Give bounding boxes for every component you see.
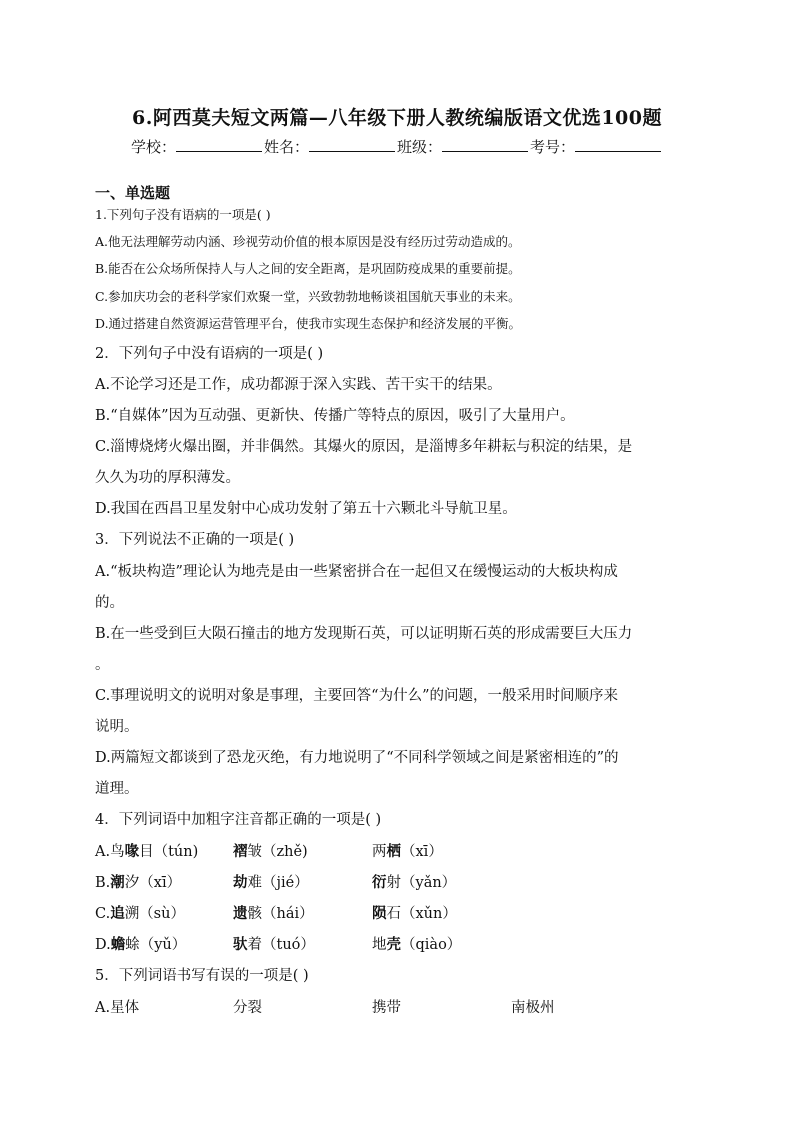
q3-option-a-line2: 的。: [95, 595, 124, 611]
q4-b-bold2: 劫: [233, 874, 248, 891]
q4-d-word2: [233, 933, 315, 954]
exam-number-label: 考号：: [530, 138, 576, 156]
q3-option-c-line1: C.事理说明文的说明对象是事理，主要回答“为什么”的问题，一般采用时间顺序来: [95, 688, 619, 704]
q5-stem: 5．下列词语书写有误的一项是( ): [95, 968, 309, 984]
q4-b-prefix: B.: [95, 875, 111, 891]
school-blank[interactable]: [176, 137, 262, 152]
q1-stem: 1.下列句子没有语病的一项是( ): [95, 207, 271, 222]
q5-word-a: A.星体: [95, 1000, 140, 1016]
q2-option-b: B.“自媒体”因为互动强、更新快、传播广等特点的原因，吸引了大量用户。: [95, 408, 575, 424]
q2-option-c-line1: C.淄博烧烤火爆出圈，并非偶然。其爆火的原因，是淄博多年耕耘与积淀的结果，是: [95, 439, 633, 455]
q2-stem: 2．下列句子中没有语病的一项是( ): [95, 346, 324, 362]
class-label: 班级：: [397, 138, 443, 156]
q1-option-b: B.能否在公众场所保持人与人之间的安全距离，是巩固防疫成果的重要前提。: [95, 261, 521, 276]
q4-c-bold3: 陨: [372, 905, 387, 922]
q4-a-prefix: A.鸟: [95, 844, 125, 860]
q4-b-bold1: 潮: [110, 874, 125, 891]
q4-a-word1: [95, 840, 198, 861]
q4-c-bold2: 遗: [233, 905, 248, 922]
q4-b-rest3: 射（yǎn）: [386, 875, 457, 891]
q4-a-word3: [372, 840, 443, 861]
q4-d-word3: [372, 933, 461, 954]
q4-b-word1: [95, 871, 181, 892]
q4-b-bold3: 衍: [372, 874, 387, 891]
name-blank[interactable]: [309, 137, 395, 152]
q3-option-a-line1: A.“板块构造”理论认为地壳是由一些紧密拼合在一起但又在缓慢运动的大板块构成: [95, 564, 618, 580]
page-title: 6.阿西莫夫短文两篇—八年级下册人教统编版语文优选100题: [132, 107, 662, 129]
section-heading: 一、单选题: [95, 184, 171, 202]
q4-c-word3: [372, 902, 457, 923]
q1-option-d: D.通过搭建自然资源运营管理平台，使我市实现生态保护和经济发展的平衡。: [95, 316, 522, 331]
q1-option-a: A.他无法理解劳动内涵、珍视劳动价值的根本原因是没有经历过劳动造成的。: [95, 234, 521, 249]
q4-c-word2: [233, 902, 314, 923]
q4-d-prefix: D.: [95, 937, 111, 953]
q1-option-c: C.参加庆功会的老科学家们欢聚一堂，兴致勃勃地畅谈祖国航天事业的未来。: [95, 289, 521, 304]
q2-option-c-line2: 久久为功的厚积薄发。: [95, 470, 240, 486]
q3-stem: 3．下列说法不正确的一项是( ): [95, 532, 295, 548]
q4-c-rest2: 骸（hái）: [247, 906, 314, 922]
q4-d-word1: [95, 933, 186, 954]
q4-b-word2: [233, 871, 309, 892]
q5-word-3: 携带: [372, 1000, 401, 1016]
q4-d-rest3: （qiào）: [401, 937, 462, 953]
q3-option-c-line2: 说明。: [95, 719, 139, 735]
q4-c-bold1: 追: [110, 905, 125, 922]
q5-word-4: 南极州: [511, 1000, 555, 1016]
q3-option-b-line1: B.在一些受到巨大陨石撞击的地方发现斯石英，可以证明斯石英的形成需要巨大压力: [95, 626, 633, 642]
q3-option-b-line2: 。: [95, 657, 110, 673]
school-label: 学校：: [130, 138, 176, 156]
q4-d-bold1: 蟾: [110, 936, 126, 953]
q4-a-word2: [233, 840, 308, 861]
q2-option-d: D.我国在西昌卫星发射中心成功发射了第五十六颗北斗导航卫星。: [95, 501, 517, 517]
q4-a-rest2: 皱（zhě): [247, 844, 308, 860]
q4-b-word3: [372, 871, 456, 892]
q4-d-rest1: 蜍（yǔ）: [125, 937, 187, 953]
q4-a-bold1: 喙: [124, 843, 140, 860]
q2-option-a: A.不论学习还是工作，成功都源于深入实践、苦干实干的结果。: [95, 377, 502, 393]
exam-number-blank[interactable]: [575, 137, 661, 152]
q4-d-rest2: 着（tuó）: [247, 937, 315, 953]
class-blank[interactable]: [442, 137, 528, 152]
q4-a-rest3: （xī）: [401, 844, 443, 860]
q3-option-d-line1: D.两篇短文都谈到了恐龙灭绝，有力地说明了“不同科学领域之间是紧密相连的”的: [95, 750, 619, 766]
q4-a-bold2: 褶: [233, 843, 248, 860]
name-label: 姓名：: [263, 138, 309, 156]
q4-a-pre3: 两: [372, 844, 387, 860]
q4-c-rest3: 石（xǔn）: [386, 906, 457, 922]
q4-b-rest1: 汐（xī）: [124, 875, 182, 891]
q4-c-word1: [95, 902, 185, 923]
q4-d-bold2: 驮: [233, 936, 248, 953]
q4-c-rest1: 溯（sù）: [124, 906, 185, 922]
student-info-row: [0, 136, 794, 157]
q4-c-prefix: C.: [95, 906, 111, 922]
q4-a-bold3: 栖: [386, 843, 401, 860]
q4-stem: 4．下列词语中加粗字注音都正确的一项是( ): [95, 812, 382, 828]
q4-d-bold3: 壳: [386, 936, 401, 953]
q4-a-rest1: 目（tún): [139, 844, 199, 860]
q5-word-2: 分裂: [233, 1000, 262, 1016]
q4-d-pre3: 地: [372, 937, 387, 953]
q3-option-d-line2: 道理。: [95, 781, 139, 797]
q4-b-rest2: 难（jié）: [247, 875, 309, 891]
